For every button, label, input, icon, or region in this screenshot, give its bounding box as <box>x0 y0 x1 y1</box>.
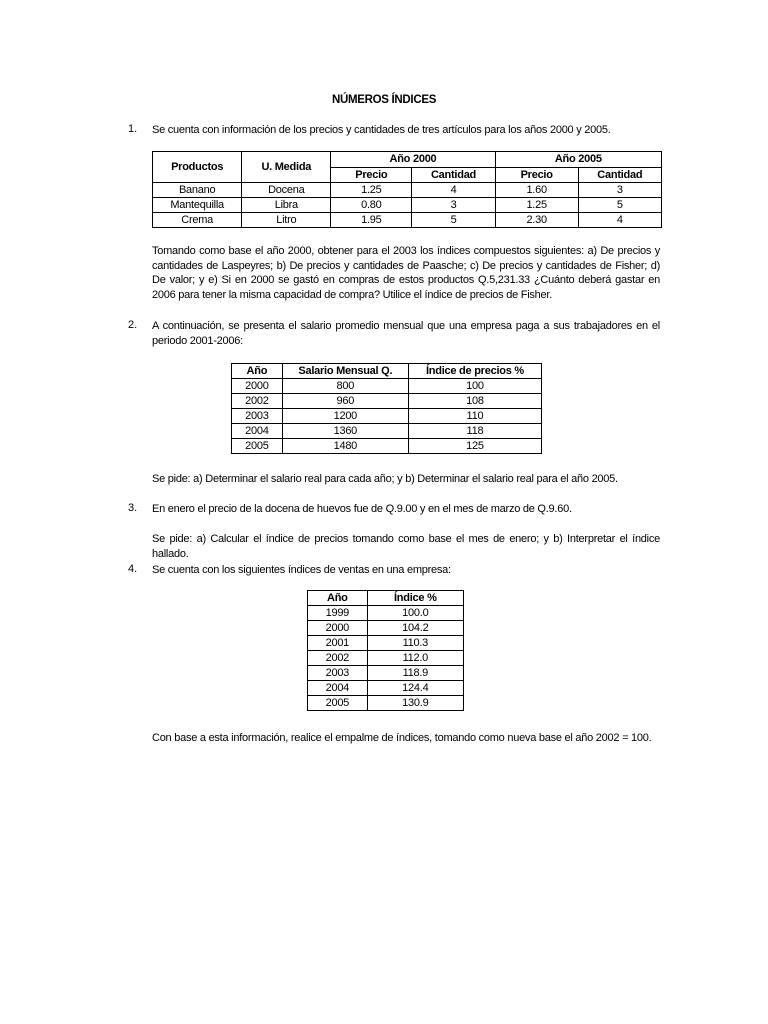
table-products-prices <box>152 151 662 228</box>
table-cell: 2003 <box>308 666 368 681</box>
table-cell: 110 <box>408 409 541 424</box>
table-salaries <box>231 363 542 454</box>
table-cell: 1.25 <box>331 183 412 198</box>
table-cell: Libra <box>242 198 331 213</box>
table-cell: 118.9 <box>367 666 463 681</box>
table-cell: 2002 <box>232 394 283 409</box>
table-cell: 104.2 <box>367 621 463 636</box>
table-cell: 1480 <box>282 439 408 454</box>
header-precio-2000: Precio <box>331 167 412 183</box>
header-year-2000: Año 2000 <box>331 152 495 168</box>
table-cell: Crema <box>153 213 242 228</box>
table-cell: 5 <box>578 198 661 213</box>
table-cell: 0.80 <box>331 198 412 213</box>
table-cell: Docena <box>242 183 331 198</box>
question-3-intro: En enero el precio de la docena de huevos fue de Q.9.00 y en el mes de marzo de Q.9.60. <box>152 503 572 515</box>
table-cell: 1.95 <box>331 213 412 228</box>
table-row <box>232 379 542 394</box>
question-2-intro: A continuación, se presenta el salario promedio mensual que una empresa paga a sus trabajadores en el periodo 2001-2006: <box>152 320 660 347</box>
table-cell: 2004 <box>232 424 283 439</box>
table-cell: Mantequilla <box>153 198 242 213</box>
table-row <box>232 424 542 439</box>
header-u-medida: U. Medida <box>242 152 331 183</box>
question-4-intro: Se cuenta con los siguientes índices de ventas en una empresa: <box>152 564 451 576</box>
table-cell: 2.30 <box>495 213 578 228</box>
table-row <box>232 439 542 454</box>
table-cell: 2001 <box>308 636 368 651</box>
table-row <box>232 409 542 424</box>
table-cell: 1.60 <box>495 183 578 198</box>
table-cell: Banano <box>153 183 242 198</box>
table-row <box>308 636 464 651</box>
header-ano: Año <box>232 364 283 379</box>
table-cell: 960 <box>282 394 408 409</box>
table-cell: 110.3 <box>367 636 463 651</box>
table-row <box>308 651 464 666</box>
header-ano: Año <box>308 591 368 606</box>
table-row <box>232 394 542 409</box>
page-title: NÚMEROS ÍNDICES <box>331 94 437 106</box>
table-row <box>308 606 464 621</box>
table-cell: 1999 <box>308 606 368 621</box>
question-1-number: 1. <box>128 123 138 135</box>
table-cell: 5 <box>412 213 495 228</box>
table-cell: 108 <box>408 394 541 409</box>
table-cell: 1360 <box>282 424 408 439</box>
table-cell: Litro <box>242 213 331 228</box>
table-cell: 2004 <box>308 681 368 696</box>
table-cell: 3 <box>412 198 495 213</box>
table-cell: 112.0 <box>367 651 463 666</box>
header-precio-2005: Precio <box>495 167 578 183</box>
question-1-intro: Se cuenta con información de los precios y cantidades de tres artículos para los años 2000 y 2005. <box>152 124 611 136</box>
table-cell: 1200 <box>282 409 408 424</box>
table-cell: 3 <box>578 183 661 198</box>
table-row <box>153 198 662 213</box>
table-cell: 800 <box>282 379 408 394</box>
table-cell: 2005 <box>232 439 283 454</box>
table-cell: 4 <box>578 213 661 228</box>
table-sales-index <box>307 590 464 711</box>
table-cell: 1.25 <box>495 198 578 213</box>
header-cantidad-2005: Cantidad <box>578 167 661 183</box>
table-cell: 100 <box>408 379 541 394</box>
question-1-text: Tomando como base el año 2000, obtener para el 2003 los índices compuestos siguientes: a) De precios y cantidades de Laspeyres; b) De precios y cantidades de Paasche; c) De precios y cantidades de Fisher; d) De valor; y e) Si en 2000 se gastó en compras de estos productos Q.5,231.33 ¿Cuánto deberá gastar en 2006 para tener la misma capacidad de compra? Utilice el índice de precios de Fisher. <box>152 245 660 301</box>
table-cell: 2003 <box>232 409 283 424</box>
question-2-number: 2. <box>128 319 138 331</box>
table-cell: 2000 <box>308 621 368 636</box>
table-cell: 125 <box>408 439 541 454</box>
question-3-text: Se pide: a) Calcular el índice de precios tomando como base el mes de enero; y b) Interpretar el índice hallado. <box>152 533 660 560</box>
table-cell: 2002 <box>308 651 368 666</box>
header-indice: Índice % <box>367 591 463 606</box>
table-cell: 100.0 <box>367 606 463 621</box>
table-row <box>308 666 464 681</box>
question-4-text: Con base a esta información, realice el empalme de índices, tomando como nueva base el año 2002 = 100. <box>152 732 652 744</box>
table-cell: 118 <box>408 424 541 439</box>
table-row <box>153 183 662 198</box>
table-cell: 4 <box>412 183 495 198</box>
header-productos: Productos <box>153 152 242 183</box>
header-salario: Salario Mensual Q. <box>282 364 408 379</box>
question-2-text: Se pide: a) Determinar el salario real para cada año; y b) Determinar el salario real para el año 2005. <box>152 473 618 485</box>
question-3-number: 3. <box>128 502 138 514</box>
header-indice-precios: Índice de precios % <box>408 364 541 379</box>
table-cell: 130.9 <box>367 696 463 711</box>
question-4-number: 4. <box>128 563 138 575</box>
table-row <box>308 621 464 636</box>
table-cell: 124.4 <box>367 681 463 696</box>
table-row <box>308 696 464 711</box>
table-cell: 2000 <box>232 379 283 394</box>
table-cell: 2005 <box>308 696 368 711</box>
header-year-2005: Año 2005 <box>495 152 661 168</box>
table-row <box>153 213 662 228</box>
header-cantidad-2000: Cantidad <box>412 167 495 183</box>
table-row <box>308 681 464 696</box>
